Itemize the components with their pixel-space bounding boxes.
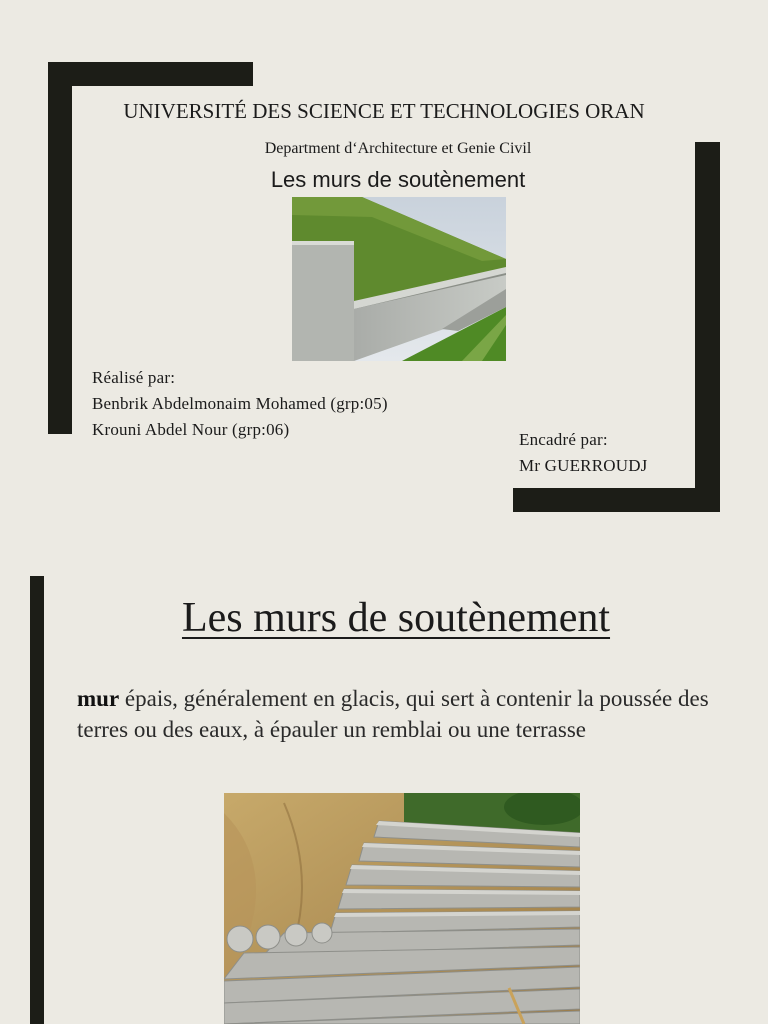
definition-term: mur bbox=[77, 686, 120, 711]
university-name: UNIVERSITÉ DES SCIENCE ET TECHNOLOGIES ORAN bbox=[123, 99, 645, 123]
supervisor-name: Mr GUERROUDJ bbox=[519, 456, 648, 475]
authors-block bbox=[92, 365, 388, 443]
department-name: Department d‘Architecture et Genie Civil bbox=[264, 140, 532, 157]
frame-bar-bottom-right-horizontal bbox=[513, 488, 720, 512]
realise-par-label: Réalisé par: bbox=[92, 368, 176, 387]
left-accent-bar bbox=[30, 576, 44, 1024]
author-1: Benbrik Abdelmonaim Mohamed (grp:05) bbox=[92, 394, 388, 413]
author-2: Krouni Abdel Nour (grp:06) bbox=[92, 420, 290, 439]
supervisor-block bbox=[519, 427, 648, 479]
retaining-wall-photo bbox=[292, 197, 506, 361]
frame-bar-top-left-horizontal bbox=[48, 62, 253, 86]
definition-paragraph bbox=[77, 683, 717, 745]
frame-bar-right-vertical bbox=[695, 142, 720, 512]
definition-slide bbox=[0, 540, 768, 1024]
definition-text: épais, généralement en glacis, qui sert à contenir la poussée des terres ou des eaux, à épauler un remblai ou une terrasse bbox=[77, 686, 709, 742]
block-retaining-wall-photo bbox=[224, 793, 580, 1024]
slide-subtitle: Les murs de soutènement bbox=[270, 167, 526, 192]
slide-title: Les murs de soutènement bbox=[181, 595, 611, 641]
encadre-par-label: Encadré par: bbox=[519, 430, 608, 449]
